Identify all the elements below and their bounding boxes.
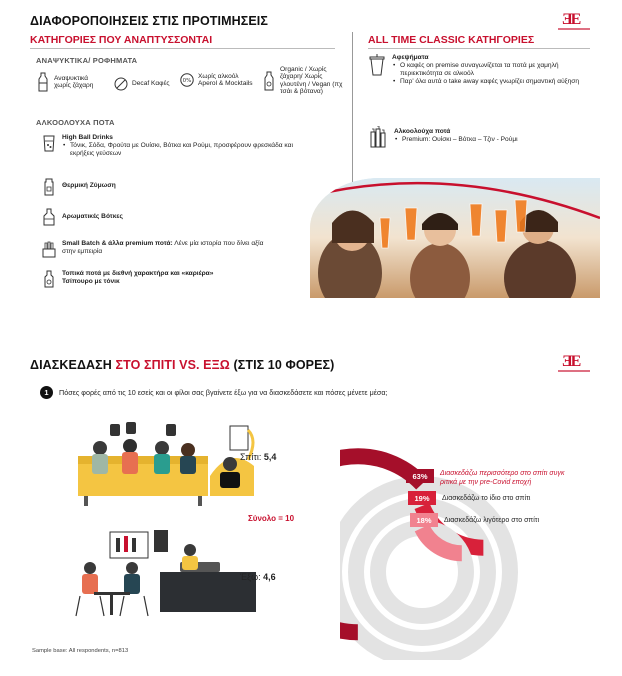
question-row [40,386,388,399]
slide-home-vs-out [22,344,600,666]
svg-text:0%: 0% [182,78,192,85]
slide2-title: ΔΙΑΣΚΕΔΑΣΗ ΣΤΟ ΣΠΙΤΙ VS. ΕΞΩ (ΣΤΙΣ 10 ΦΟΡΕΣ) [30,358,335,372]
alcohol-label: ΑΛΚΟΟΛΟΥΧΑ ΠΟΤΑ [36,118,115,127]
radial-pct-2: 19% [414,494,430,503]
highball-bullet: • Τόνικ, Σόδα, Φρούτα με Ουίσκι, Βότκα και Ρούμι, προσφέρουν φρεσκάδα και εκρήξεις γεύσεων [62,142,312,158]
alcohol-item-3: Αρωματικές Βότκες [42,208,312,226]
photo-illustration [310,178,600,298]
sample-base: Sample base: All respondents, n=813 [32,648,129,654]
soft-item-4: Organic / Χωρίς ζάχαρη/ Χωρίς γλουτένη / Vegan (πχ τσάι & βότανα) [262,66,346,96]
radial-series-name-1-line1: Διασκεδάζω περισσότερο στο σπίτι συγκ [440,470,565,477]
bar-illustration [70,524,260,624]
soft-item-2: Decaf Καφές [114,74,176,94]
fermentation-bottle-icon [42,178,56,196]
radial-chart [340,410,600,660]
logo-icon: ƎE [562,12,586,32]
right-heading: ALL TIME CLASSIC ΚΑΤΗΓΟΡΙΕΣ [368,34,535,46]
radial-pct-1: 63% [412,472,428,481]
radial-series-name-3: Διασκεδάζω λιγότερο στο σπίτι [444,517,540,524]
soda-bottle-icon [36,72,50,92]
alcohol-item-1: High Ball Drinks • Τόνικ, Σόδα, Φρούτα με Ουίσκι, Βότκα και Ρούμι, προσφέρουν φρεσκάδα και εκρήξεις γεύσεων [42,134,312,158]
radial-pct-3: 18% [416,516,432,525]
classic-item-1: Αφεψήματα • Ο καφές on premise συναγωνίζεται τα ποτά με χαμηλή περιεκτικότητα σε αλκοόλ • Παρ' όλα αυτά ο take away καφές γνωρίζει σημαντική αύξηση [368,54,598,86]
takeaway-cup-icon [368,54,386,76]
decaf-coffee-icon [114,74,128,94]
soft-drinks-label: ΑΝΑΨΥΚΤΙΚΑ/ ΡΟΦΗΜΑΤΑ [36,56,138,65]
slide1-title: ΔΙΑΦΟΡΟΠΟΙΗΣΕΙΣ ΣΤΙΣ ΠΡΟΤΙΜΗΣΕΙΣ [30,14,268,28]
out-stat: Έξω: 4,6 [240,572,276,582]
left-heading: ΚΑΤΗΓΟΡΙΕΣ ΠΟΥ ΑΝΑΠΤΥΣΣΟΝΤΑΙ [30,34,213,46]
right-heading-rule [368,48,590,49]
bottles-crate-icon [42,240,56,258]
classic-item-2: Αλκοολούχα ποτά • Premium: Ουίσκι – Βότκα – Τζιν - Ρούμι [368,126,598,148]
vodka-bottle-icon [42,208,56,226]
organic-bottle-icon [262,71,276,91]
alcohol-item-4: Small Batch & άλλα premium ποτά: Λένε μία ιστορία που δίνει αξία στην εμπειρία [42,240,312,258]
radial-series-name-1-line2: ριτικά με την pre-Covid εποχή [440,479,532,486]
soft-item-1: Αναψυκτικά χωρίς ζάχαρη [36,72,106,92]
friends-toasting-photo [310,178,600,298]
alcohol-item-5: Τοπικά ποτά με διεθνή χαρακτήρα και «καριέρα» Τσίπουρο με τόνικ [42,270,312,288]
left-heading-rule [30,48,335,49]
home-stat: Σπίτι: 5,4 [240,452,277,462]
logo-icon: ƎE [562,354,586,374]
highball-glass-icon [42,134,56,152]
soft-item-3: 0% Χωρίς αλκοόλ Aperol & Mocktails [180,70,256,90]
alcohol-item-2: Θερμική Ζύμωση [42,178,312,196]
question-text: Πόσες φορές από τις 10 εσείς και οι φίλοι σας βγαίνετε έξω για να διασκεδάσετε και πόσες μένετε μέσα; [59,388,388,397]
radial-series-name-2: Διασκεδάζω το ίδιο στο σπίτι [442,495,531,502]
slide-preferences [22,8,600,298]
local-bottle-icon [42,270,56,288]
spirits-bottles-icon [368,126,388,148]
home-illustration [70,420,260,510]
zero-percent-icon [180,70,194,90]
question-number: 1 [40,386,53,399]
total-stat: Σύνολο = 10 [248,514,295,523]
